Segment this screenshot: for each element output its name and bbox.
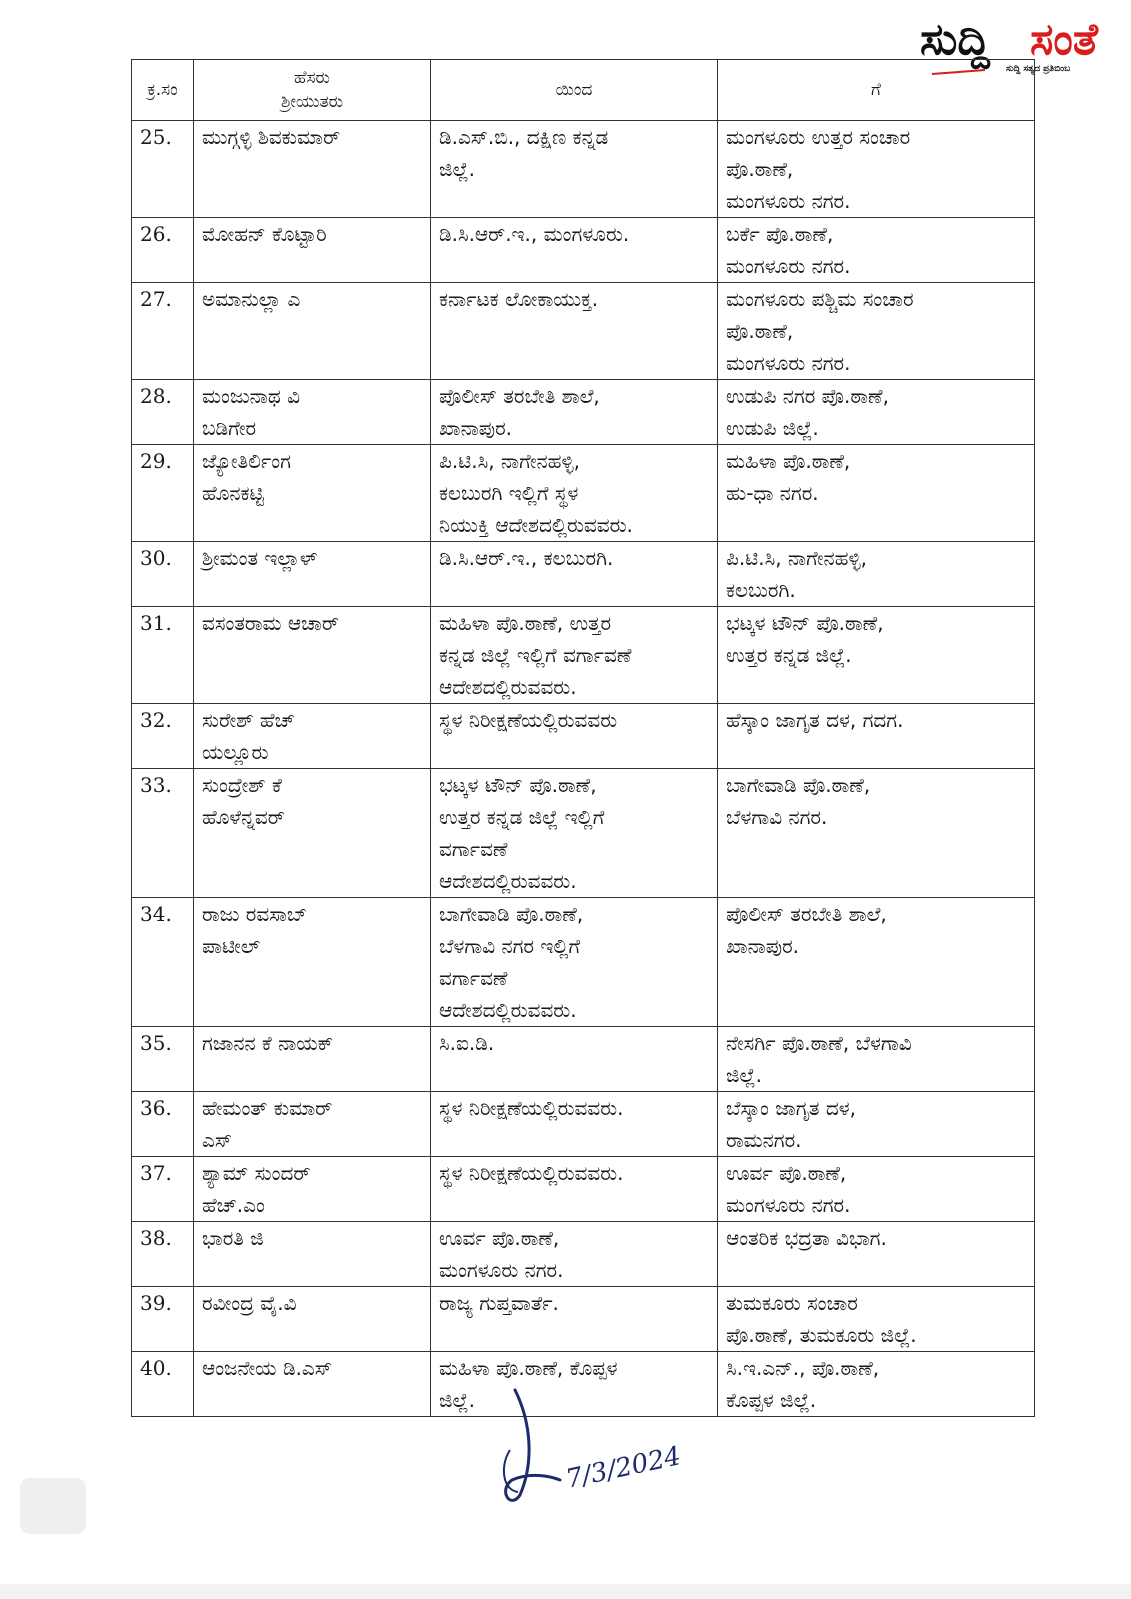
to-cell — [718, 769, 1035, 898]
to-cell — [718, 283, 1035, 380]
to-cell — [718, 1092, 1035, 1157]
from-line: ಆದೇಶದಲ್ಲಿರುವವರು. — [439, 869, 577, 893]
serial-number-cell: 30. — [132, 542, 194, 607]
from-line: ಉತ್ತರ ಕನ್ನಡ ಜಿಲ್ಲೆ ಇಲ್ಲಿಗೆ — [439, 805, 605, 829]
to-line: ಆಂತರಿಕ ಭದ್ರತಾ ವಿಭಾಗ. — [726, 1226, 887, 1250]
to-line: ಪೊ.ಠಾಣೆ, — [726, 157, 794, 181]
table-row — [132, 380, 1035, 445]
name-line: ಶ್ರೀಮಂತ ಇಲ್ಲಾಳ್ — [202, 546, 318, 570]
to-cell — [718, 898, 1035, 1027]
from-line: ಸ್ಥಳ ನಿರೀಕ್ಷಣೆಯಲ್ಲಿರುವವರು. — [439, 1096, 624, 1120]
table-row — [132, 283, 1035, 380]
serial-number-cell: 37. — [132, 1157, 194, 1222]
table-row — [132, 121, 1035, 218]
name-cell — [194, 380, 431, 445]
name-line: ಸುರೇಶ್ ಹೆಚ್ — [202, 708, 295, 732]
name-line: ಮಂಜುನಾಥ ವಿ — [202, 384, 301, 408]
from-line: ಆದೇಶದಲ್ಲಿರುವವರು. — [439, 998, 577, 1022]
to-line: ಮಂಗಳೂರು ಪಶ್ಚಿಮ ಸಂಚಾರ — [726, 287, 914, 311]
from-line: ಕನ್ನಡ ಜಿಲ್ಲೆ ಇಲ್ಲಿಗೆ ವರ್ಗಾವಣೆ — [439, 643, 632, 667]
table-header-row — [132, 60, 1035, 121]
from-line: ಕಲಬುರಗಿ ಇಲ್ಲಿಗೆ ಸ್ಥಳ — [439, 481, 579, 505]
from-line: ಊರ್ವ ಪೊ.ಠಾಣೆ, — [439, 1226, 560, 1250]
to-line: ಭಟ್ಕಳ ಟೌನ್ ಪೊ.ಠಾಣೆ, — [726, 611, 884, 635]
from-line: ರಾಜ್ಯ ಗುಪ್ತವಾರ್ತೆ. — [439, 1291, 559, 1315]
from-cell — [431, 218, 718, 283]
serial-number-cell: 25. — [132, 121, 194, 218]
table-row — [132, 1222, 1035, 1287]
header-name — [194, 60, 431, 121]
to-line: ಊರ್ವ ಪೊ.ಠಾಣೆ, — [726, 1161, 847, 1185]
from-cell — [431, 121, 718, 218]
name-line: ಜ್ಯೋತಿರ್ಲಿಂಗ — [202, 449, 291, 473]
table-row — [132, 898, 1035, 1027]
name-line: ಎಸ್ — [202, 1128, 232, 1152]
to-line: ರಾಮನಗರ. — [726, 1128, 802, 1152]
name-line: ಹೊಳೆನ್ನವರ್ — [202, 805, 285, 829]
to-line: ಬಾಗೇವಾಡಿ ಪೊ.ಠಾಣೆ, — [726, 773, 871, 797]
header-name-line2: ಶ್ರೀಯುತರು — [281, 92, 343, 112]
name-cell — [194, 1027, 431, 1092]
to-line: ಕಲಬುರಗಿ. — [726, 578, 796, 602]
table-row — [132, 445, 1035, 542]
serial-number-cell: 39. — [132, 1287, 194, 1352]
name-line: ಅಮಾನುಲ್ಲಾ ಎ — [202, 287, 301, 311]
from-line: ಡಿ.ಎಸ್.ಬಿ., ದಕ್ಷಿಣ ಕನ್ನಡ — [439, 125, 609, 149]
serial-number-cell: 31. — [132, 607, 194, 704]
from-cell — [431, 898, 718, 1027]
from-line: ಪಿ.ಟಿ.ಸಿ, ನಾಗೇನಹಳ್ಳಿ, — [439, 449, 580, 473]
to-line: ಪೊಲೀಸ್ ತರಬೇತಿ ಶಾಲೆ, — [726, 902, 887, 926]
to-line: ಉತ್ತರ ಕನ್ನಡ ಜಿಲ್ಲೆ. — [726, 643, 852, 667]
table-row — [132, 542, 1035, 607]
to-line: ಮಂಗಳೂರು ನಗರ. — [726, 1193, 851, 1217]
table-row — [132, 1092, 1035, 1157]
header-from: ಯಿಂದ — [431, 60, 718, 121]
table-row — [132, 1287, 1035, 1352]
to-line: ಕೊಪ್ಪಳ ಜಿಲ್ಲೆ. — [726, 1388, 817, 1412]
to-line: ತುಮಕೂರು ಸಂಚಾರ — [726, 1291, 858, 1315]
to-line: ಖಾನಾಪುರ. — [726, 934, 800, 958]
serial-number-cell: 34. — [132, 898, 194, 1027]
from-line: ಸ್ಥಳ ನಿರೀಕ್ಷಣೆಯಲ್ಲಿರುವವರು. — [439, 1161, 624, 1185]
to-line: ಮಂಗಳೂರು ನಗರ. — [726, 254, 851, 278]
to-line: ಮಂಗಳೂರು ನಗರ. — [726, 189, 851, 213]
to-line: ಮಹಿಳಾ ಪೊ.ಠಾಣೆ, — [726, 449, 851, 473]
name-cell — [194, 769, 431, 898]
from-cell — [431, 1287, 718, 1352]
logo-word-suddi: ಸುದ್ದಿ — [920, 14, 990, 65]
to-cell — [718, 445, 1035, 542]
name-line: ಶ್ಯಾಮ್ ಸುಂದರ್ — [202, 1161, 311, 1185]
to-line: ಹು-ಧಾ ನಗರ. — [726, 481, 819, 505]
name-line: ಸುಂದ್ರೇಶ್ ಕೆ — [202, 773, 282, 797]
name-line: ರವೀಂದ್ರ ವೈ.ವಿ — [202, 1291, 297, 1315]
signature-date: 7/3/2024 — [563, 1441, 684, 1495]
to-line: ಪೊ.ಠಾಣೆ, ತುಮಕೂರು ಜಿಲ್ಲೆ. — [726, 1323, 917, 1347]
name-line: ಮುಗ್ಗಳ್ಳಿ ಶಿವಕುಮಾರ್ — [202, 125, 341, 149]
from-cell — [431, 445, 718, 542]
to-line: ಬೆಸ್ಕಾಂ ಜಾಗೃತ ದಳ, — [726, 1096, 857, 1120]
from-line: ಬಾಗೇವಾಡಿ ಪೊ.ಠಾಣೆ, — [439, 902, 584, 926]
from-cell — [431, 1222, 718, 1287]
to-cell — [718, 121, 1035, 218]
name-cell — [194, 1092, 431, 1157]
serial-number-cell: 38. — [132, 1222, 194, 1287]
to-line: ಉಡುಪಿ ಜಿಲ್ಲೆ. — [726, 416, 819, 440]
name-cell — [194, 283, 431, 380]
to-line: ಪಿ.ಟಿ.ಸಿ, ನಾಗೇನಹಳ್ಳಿ, — [726, 546, 867, 570]
to-cell — [718, 542, 1035, 607]
from-line: ಸ್ಥಳ ನಿರೀಕ್ಷಣೆಯಲ್ಲಿರುವವರು — [439, 708, 618, 732]
serial-number-cell: 28. — [132, 380, 194, 445]
serial-number-cell: 40. — [132, 1352, 194, 1417]
logo-tagline: ಸುದ್ದಿ ಸತ್ಯದ ಪ್ರತಿಬಿಂಬ — [1006, 64, 1071, 74]
to-line: ಹೆಸ್ಕಾಂ ಜಾಗೃತ ದಳ, ಗದಗ. — [726, 708, 904, 732]
to-line: ಮಂಗಳೂರು ನಗರ. — [726, 351, 851, 375]
to-line: ಉಡುಪಿ ನಗರ ಪೊ.ಠಾಣೆ, — [726, 384, 889, 408]
from-line: ಆದೇಶದಲ್ಲಿರುವವರು. — [439, 675, 577, 699]
name-line: ಹೆಚ್.ಎಂ — [202, 1193, 265, 1217]
name-line: ಹೊನಕಟ್ಟಿ — [202, 481, 265, 505]
table-body — [132, 121, 1035, 1417]
from-cell — [431, 704, 718, 769]
to-cell — [718, 607, 1035, 704]
to-cell — [718, 380, 1035, 445]
to-cell — [718, 1352, 1035, 1417]
header-serial-no: ಕ್ರ.ಸಂ — [132, 60, 194, 121]
table-row — [132, 1027, 1035, 1092]
table-row — [132, 769, 1035, 898]
name-cell — [194, 704, 431, 769]
name-line: ಪಾಟೀಲ್ — [202, 934, 261, 958]
from-cell — [431, 769, 718, 898]
to-cell — [718, 1027, 1035, 1092]
table-row — [132, 1157, 1035, 1222]
name-line: ಬಡಿಗೇರ — [202, 416, 257, 440]
from-line: ಮಂಗಳೂರು ನಗರ. — [439, 1258, 564, 1282]
from-line: ವರ್ಗಾವಣೆ — [439, 837, 508, 861]
name-cell — [194, 542, 431, 607]
to-line: ಮಂಗಳೂರು ಉತ್ತರ ಸಂಚಾರ — [726, 125, 911, 149]
name-cell — [194, 445, 431, 542]
name-cell — [194, 1352, 431, 1417]
serial-number-cell: 26. — [132, 218, 194, 283]
name-cell — [194, 1222, 431, 1287]
serial-number-cell: 36. — [132, 1092, 194, 1157]
name-line: ಗಜಾನನ ಕೆ ನಾಯಕ್ — [202, 1031, 334, 1055]
name-line: ವಸಂತರಾಮ ಆಚಾರ್ — [202, 611, 339, 635]
from-line: ಜಿಲ್ಲೆ. — [439, 157, 475, 181]
table-row — [132, 218, 1035, 283]
bottom-bar — [0, 1584, 1131, 1599]
to-cell — [718, 1222, 1035, 1287]
to-cell — [718, 704, 1035, 769]
to-line: ಬೆಳಗಾವಿ ನಗರ. — [726, 805, 828, 829]
to-cell — [718, 1157, 1035, 1222]
name-cell — [194, 607, 431, 704]
from-line: ಮಹಿಳಾ ಪೊ.ಠಾಣೆ, ಉತ್ತರ — [439, 611, 612, 635]
from-cell — [431, 380, 718, 445]
from-cell — [431, 1092, 718, 1157]
table-row — [132, 704, 1035, 769]
from-line: ಖಾನಾಪುರ. — [439, 416, 513, 440]
name-line: ಭಾರತಿ ಜಿ — [202, 1226, 264, 1250]
from-line: ಜಿಲ್ಲೆ. — [439, 1388, 475, 1412]
serial-number-cell: 35. — [132, 1027, 194, 1092]
to-line: ಬರ್ಕೆ ಪೊ.ಠಾಣೆ, — [726, 222, 834, 246]
from-line: ಕರ್ನಾಟಕ ಲೋಕಾಯುಕ್ತ. — [439, 287, 599, 311]
header-name-line1: ಹೆಸರು — [294, 68, 330, 88]
from-cell — [431, 607, 718, 704]
name-cell — [194, 898, 431, 1027]
name-cell — [194, 1157, 431, 1222]
name-line: ಆಂಜನೇಯ ಡಿ.ಎಸ್ — [202, 1356, 332, 1380]
corner-overlay-button[interactable] — [20, 1478, 86, 1534]
from-line: ವರ್ಗಾವಣೆ — [439, 966, 508, 990]
name-cell — [194, 1287, 431, 1352]
to-line: ಸಿ.ಇ.ಎನ್., ಪೊ.ಠಾಣೆ, — [726, 1356, 880, 1380]
from-cell — [431, 1157, 718, 1222]
from-line: ಮಹಿಳಾ ಪೊ.ಠಾಣೆ, ಕೊಪ್ಪಳ — [439, 1356, 618, 1380]
serial-number-cell: 29. — [132, 445, 194, 542]
to-line: ಜಿಲ್ಲೆ. — [726, 1063, 762, 1087]
from-cell — [431, 283, 718, 380]
name-line: ಹೇಮಂತ್ ಕುಮಾರ್ — [202, 1096, 333, 1120]
to-cell — [718, 218, 1035, 283]
from-line: ಡಿ.ಸಿ.ಆರ್.ಇ., ಮಂಗಳೂರು. — [439, 222, 630, 246]
from-line: ಡಿ.ಸಿ.ಆರ್.ಇ., ಕಲಬುರಗಿ. — [439, 546, 614, 570]
handwritten-signature — [490, 1380, 684, 1520]
name-cell — [194, 121, 431, 218]
to-line: ನೇಸರ್ಗಿ ಪೊ.ಠಾಣೆ, ಬೆಳಗಾವಿ — [726, 1031, 912, 1055]
from-line: ಭಟ್ಕಳ ಟೌನ್ ಪೊ.ಠಾಣೆ, — [439, 773, 597, 797]
logo-word-sante: ಸಂತೆ — [1030, 14, 1098, 65]
from-line: ಬೆಳಗಾವಿ ನಗರ ಇಲ್ಲಿಗೆ — [439, 934, 581, 958]
name-line: ರಾಜು ರವಸಾಬ್ — [202, 902, 308, 926]
name-line: ಯಲ್ಲೂರು — [202, 740, 269, 764]
transfer-table — [131, 59, 1035, 1417]
from-cell — [431, 542, 718, 607]
serial-number-cell: 32. — [132, 704, 194, 769]
table-row — [132, 607, 1035, 704]
from-line: ನಿಯುಕ್ತಿ ಆದೇಶದಲ್ಲಿರುವವರು. — [439, 513, 633, 537]
from-line: ಪೊಲೀಸ್ ತರಬೇತಿ ಶಾಲೆ, — [439, 384, 600, 408]
serial-number-cell: 33. — [132, 769, 194, 898]
serial-number-cell: 27. — [132, 283, 194, 380]
from-cell — [431, 1027, 718, 1092]
from-line: ಸಿ.ಐ.ಡಿ. — [439, 1031, 495, 1055]
name-line: ಮೋಹನ್ ಕೊಟ್ಟಾರಿ — [202, 222, 327, 246]
header-to: ಗೆ — [718, 60, 1035, 121]
to-cell — [718, 1287, 1035, 1352]
to-line: ಪೊ.ಠಾಣೆ, — [726, 319, 794, 343]
name-cell — [194, 218, 431, 283]
